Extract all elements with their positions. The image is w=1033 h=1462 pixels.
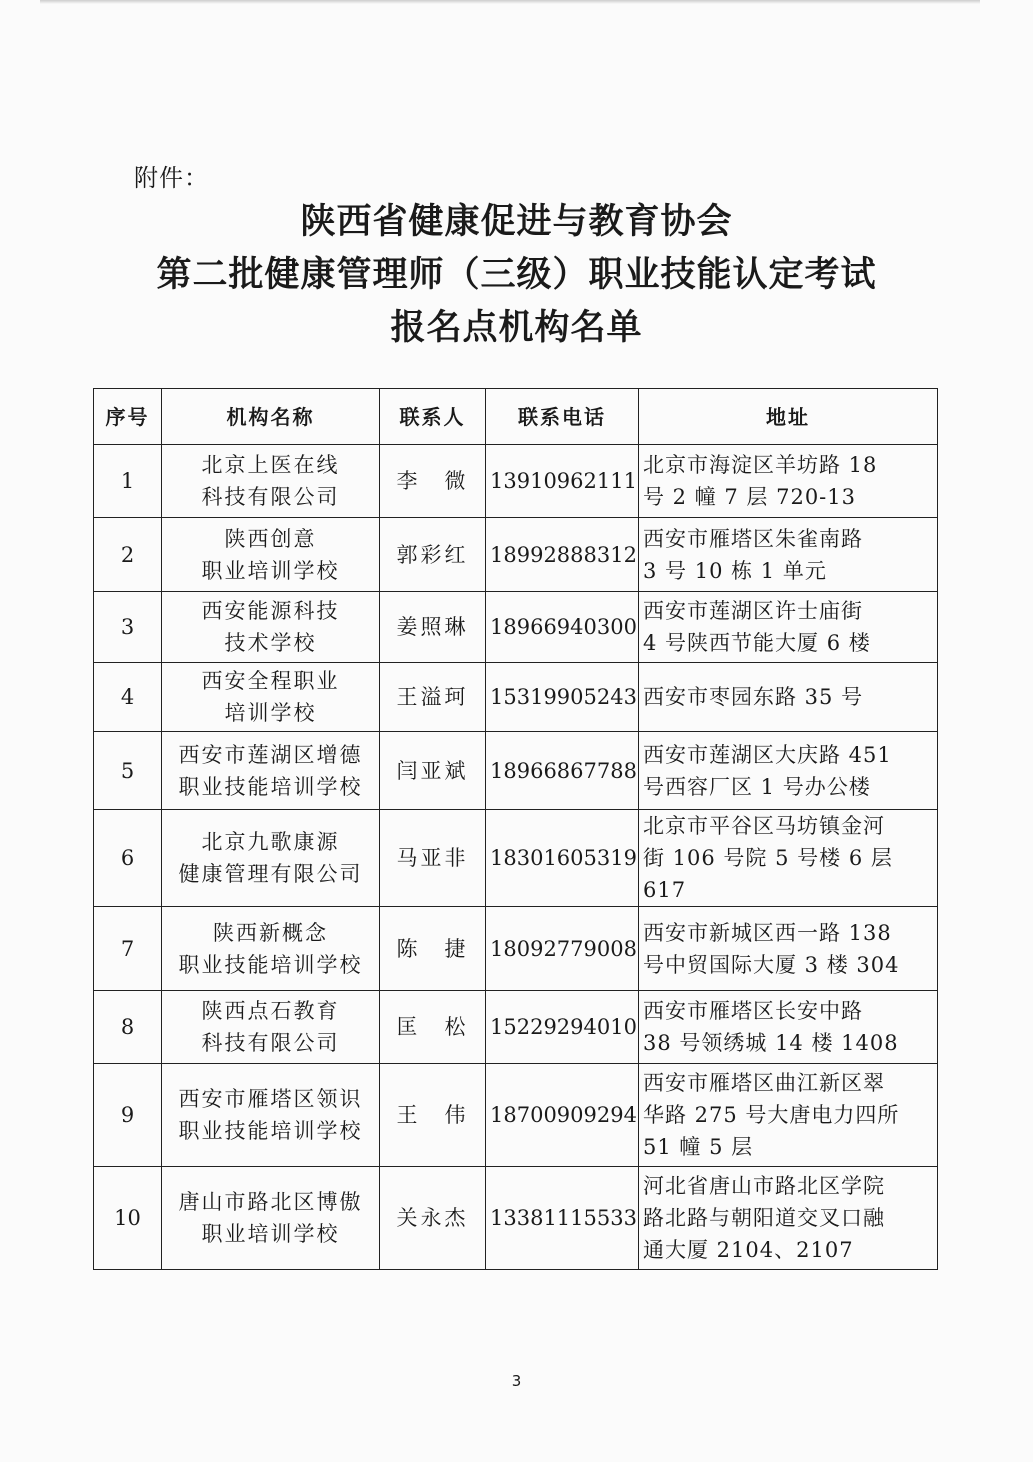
cell-address-line: 北京市海淀区羊坊路 18 — [643, 453, 878, 477]
cell-institution-name-line: 技术学校 — [224, 631, 317, 655]
cell-institution-name-line: 健康管理有限公司 — [178, 862, 363, 886]
table-row — [94, 518, 938, 592]
table-row — [94, 592, 938, 663]
header-serial-number: 序号 — [94, 389, 162, 445]
cell-phone — [486, 663, 639, 732]
cell-phone-line: 18301605319 — [490, 846, 637, 870]
cell-serial-number — [94, 732, 162, 810]
cell-address — [639, 1064, 938, 1167]
cell-address-line: 号 2 幢 7 层 720-13 — [643, 485, 856, 509]
cell-contact-person — [380, 991, 486, 1064]
cell-serial-number-line: 10 — [114, 1206, 141, 1230]
cell-phone-line: 18966867788 — [490, 758, 637, 783]
cell-serial-number — [94, 1167, 162, 1270]
cell-phone-line: 15229294010 — [490, 1015, 637, 1039]
header-phone: 联系电话 — [486, 389, 639, 445]
header-address: 地址 — [639, 389, 938, 445]
cell-address — [639, 732, 938, 810]
cell-institution-name-line: 北京上医在线 — [201, 453, 340, 477]
header-contact-person: 联系人 — [380, 389, 486, 445]
cell-contact-person-line: 王溢珂 — [396, 685, 469, 709]
title-line-3: 报名点机构名单 — [390, 308, 643, 348]
cell-institution-name-line: 北京九歌康源 — [201, 830, 340, 854]
cell-address-line: 4 号陕西节能大厦 6 楼 — [643, 631, 871, 655]
cell-serial-number-line: 9 — [120, 1103, 135, 1127]
cell-phone — [486, 518, 639, 592]
cell-institution-name-line: 科技有限公司 — [201, 1031, 340, 1055]
cell-address-line: 西安市新城区西一路 138 — [643, 920, 892, 945]
cell-address — [639, 1167, 938, 1270]
cell-serial-number-line: 6 — [120, 846, 135, 870]
document-title — [0, 196, 1033, 355]
cell-institution-name — [162, 991, 380, 1064]
cell-contact-person — [380, 732, 486, 810]
table-row — [94, 907, 938, 991]
title-line-2: 第二批健康管理师（三级）职业技能认定考试 — [156, 255, 877, 295]
cell-institution-name — [162, 1167, 380, 1270]
cell-phone — [486, 592, 639, 663]
cell-phone-line: 18700909294 — [490, 1103, 637, 1127]
cell-contact-person — [380, 592, 486, 663]
cell-institution-name — [162, 1064, 380, 1167]
institution-table — [93, 388, 938, 1270]
cell-address — [639, 907, 938, 991]
cell-institution-name-line: 西安全程职业 — [201, 669, 340, 693]
cell-contact-person-line: 马亚非 — [396, 846, 469, 870]
cell-serial-number — [94, 1064, 162, 1167]
cell-institution-name-line: 西安市莲湖区增德 — [178, 742, 363, 767]
cell-phone — [486, 907, 639, 991]
cell-institution-name-line: 西安能源科技 — [201, 599, 340, 623]
cell-institution-name — [162, 592, 380, 663]
cell-address — [639, 663, 938, 732]
cell-contact-person-line: 陈 捷 — [396, 936, 469, 961]
cell-serial-number — [94, 445, 162, 518]
cell-contact-person-line: 郭彩红 — [396, 542, 469, 567]
cell-contact-person — [380, 810, 486, 907]
cell-address-line: 路北路与朝阳道交叉口融 — [643, 1206, 885, 1230]
cell-phone — [486, 445, 639, 518]
cell-phone-line: 13910962111 — [490, 469, 637, 493]
cell-serial-number — [94, 810, 162, 907]
cell-contact-person — [380, 1064, 486, 1167]
cell-institution-name-line: 陕西创意 — [224, 526, 317, 551]
cell-address — [639, 991, 938, 1064]
table-row — [94, 1064, 938, 1167]
cell-institution-name — [162, 445, 380, 518]
cell-phone — [486, 1167, 639, 1270]
cell-address-line: 38 号领绣城 14 楼 1408 — [643, 1031, 899, 1055]
cell-serial-number-line: 2 — [120, 542, 135, 567]
cell-contact-person — [380, 907, 486, 991]
cell-institution-name — [162, 732, 380, 810]
cell-phone-line: 18966940300 — [490, 615, 637, 639]
table-body — [94, 445, 938, 1270]
cell-institution-name-line: 科技有限公司 — [201, 485, 340, 509]
cell-institution-name-line: 陕西点石教育 — [201, 999, 340, 1023]
cell-address-line: 西安市雁塔区长安中路 — [643, 999, 863, 1023]
table-row — [94, 663, 938, 732]
cell-phone-line: 18092779008 — [490, 936, 637, 961]
cell-address-line: 号西容厂区 1 号办公楼 — [643, 774, 871, 799]
cell-address — [639, 592, 938, 663]
cell-institution-name-line: 职业培训学校 — [201, 558, 340, 583]
page-number: 3 — [511, 1372, 522, 1390]
cell-institution-name-line: 职业技能培训学校 — [178, 774, 363, 799]
cell-institution-name-line: 西安市雁塔区领识 — [178, 1087, 363, 1111]
table-header-row — [94, 389, 938, 445]
cell-address-line: 北京市平谷区马坊镇金河 — [643, 814, 885, 838]
cell-institution-name-line: 培训学校 — [224, 701, 317, 725]
cell-address-line: 西安市莲湖区许士庙街 — [643, 599, 863, 623]
cell-institution-name — [162, 907, 380, 991]
cell-contact-person — [380, 1167, 486, 1270]
cell-address-line: 西安市莲湖区大庆路 451 — [643, 742, 892, 767]
cell-serial-number — [94, 991, 162, 1064]
cell-address-line: 51 幢 5 层 — [643, 1135, 754, 1159]
cell-phone-line: 15319905243 — [490, 685, 637, 709]
cell-serial-number-line: 3 — [120, 615, 135, 639]
table-row — [94, 732, 938, 810]
cell-institution-name-line: 唐山市路北区博傲 — [178, 1190, 363, 1214]
cell-address — [639, 518, 938, 592]
cell-phone — [486, 991, 639, 1064]
cell-institution-name-line: 职业技能培训学校 — [178, 1119, 363, 1143]
cell-serial-number — [94, 663, 162, 732]
cell-address-line: 西安市雁塔区曲江新区翠 — [643, 1071, 885, 1095]
attachment-label: 附件： — [134, 164, 209, 192]
cell-contact-person-line: 关永杰 — [396, 1206, 469, 1230]
cell-phone-line: 18992888312 — [490, 542, 637, 567]
cell-address-line: 华路 275 号大唐电力四所 — [643, 1103, 900, 1127]
cell-institution-name — [162, 810, 380, 907]
cell-serial-number-line: 4 — [120, 685, 135, 709]
cell-contact-person — [380, 445, 486, 518]
cell-contact-person-line: 闫亚斌 — [396, 758, 469, 783]
cell-contact-person-line: 李 微 — [396, 469, 469, 493]
cell-address-line: 街 106 号院 5 号楼 6 层 617 — [643, 846, 893, 902]
cell-address-line: 西安市雁塔区朱雀南路 — [643, 526, 863, 551]
cell-contact-person — [380, 663, 486, 732]
header-institution-name: 机构名称 — [162, 389, 380, 445]
cell-contact-person-line: 姜照琳 — [396, 615, 469, 639]
cell-phone-line: 13381115533 — [490, 1206, 637, 1230]
cell-institution-name — [162, 518, 380, 592]
cell-institution-name — [162, 663, 380, 732]
cell-contact-person — [380, 518, 486, 592]
table-row — [94, 810, 938, 907]
cell-institution-name-line: 职业培训学校 — [201, 1222, 340, 1246]
cell-serial-number — [94, 518, 162, 592]
cell-address-line: 3 号 10 栋 1 单元 — [643, 558, 827, 583]
cell-address — [639, 445, 938, 518]
cell-address-line: 号中贸国际大厦 3 楼 304 — [643, 952, 900, 977]
cell-address-line: 西安市枣园东路 35 号 — [643, 685, 864, 709]
cell-serial-number-line: 7 — [120, 936, 135, 961]
page-top-edge — [40, 0, 980, 4]
cell-address — [639, 810, 938, 907]
cell-institution-name-line: 陕西新概念 — [213, 920, 328, 945]
cell-serial-number — [94, 907, 162, 991]
cell-serial-number-line: 1 — [120, 469, 135, 493]
cell-contact-person-line: 王 伟 — [396, 1103, 469, 1127]
cell-address-line: 河北省唐山市路北区学院 — [643, 1174, 885, 1198]
cell-serial-number-line: 8 — [120, 1015, 135, 1039]
cell-phone — [486, 810, 639, 907]
cell-serial-number-line: 5 — [120, 758, 135, 783]
cell-address-line: 通大厦 2104、2107 — [643, 1238, 854, 1262]
cell-institution-name-line: 职业技能培训学校 — [178, 952, 363, 977]
table-row — [94, 991, 938, 1064]
table-row — [94, 1167, 938, 1270]
cell-phone — [486, 732, 639, 810]
title-line-1: 陕西省健康促进与教育协会 — [300, 202, 733, 242]
table-row — [94, 445, 938, 518]
cell-contact-person-line: 匡 松 — [396, 1015, 469, 1039]
cell-phone — [486, 1064, 639, 1167]
cell-serial-number — [94, 592, 162, 663]
